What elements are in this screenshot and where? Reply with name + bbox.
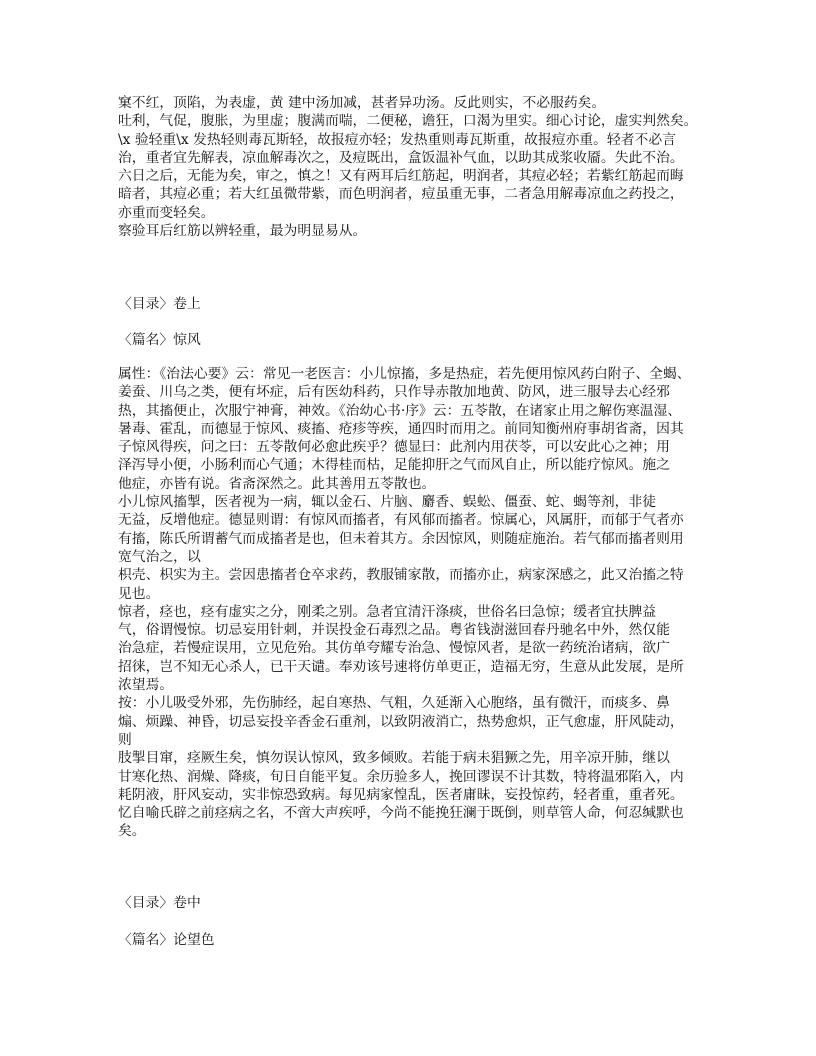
text-line: 气，俗谓慢惊。切忌妄用针刺，并误投金石毒烈之品。粤省钱澍滋回春丹驰名中外，然仅能 (118, 622, 670, 639)
text-line: 吐利，气促，腹胀，为里虚；腹满而喘，二便秘，谵狂，口渴为里实。细心讨论，虚实判然矣。 (118, 113, 698, 130)
text-line: 他症，亦皆有说。省斋深然之。此其善用五苓散也。 (118, 475, 436, 492)
text-line: 六日之后，无能为矣，审之，慎之！又有两耳后红筋起，明润者，其痘必轻；若紫红筋起而晦 (118, 168, 684, 185)
text-line: 甘寒化热、润燥、降痰，旬日自能平复。余历验多人，挽回谬误不计其数，特将温邪陷入，内 (118, 768, 684, 785)
text-line: 窠不红，顶陷，为表虚，黄 建中汤加减，甚者异功汤。反此则实，不必服药矣。 (118, 95, 606, 111)
text-line: 小儿惊风搐掣，医者视为一病，辄以金石、片脑、麝香、蜈蚣、僵蚕、蛇、蝎等剂，非徒 (118, 494, 657, 511)
text-line: 耗阴液，肝风妄动，实非惊恐致病。每见病家惶乱，医者庸昧，妄投惊药，轻者重，重者死。 (118, 786, 684, 803)
text-line: 惊者，痉也，痉有虚实之分，刚柔之别。急者宜清汗涤痰，世俗名曰急惊；缓者宜扶脾益 (118, 603, 657, 620)
text-line: 忆自喻氏辟之前痉病之名，不啻大声疾呼，今尚不能挽狂澜于既倒，则草管人命，何忍缄默也 (118, 805, 684, 822)
text-line: 子惊风得疾，问之曰：五苓散何必愈此疾乎？德显曰：此剂内用茯苓，可以安此心之神；用 (118, 439, 670, 456)
text-line: 有搐，陈氏所谓蓄气而成搐者是也，但未着其方。余因惊风，则随症施治。若气郁而搐者则用 (118, 530, 684, 547)
text-line: 招徕，岂不知无心杀人，已干天谴。奉劝该号速将仿单更正，造福无穷，生意从此发展，是所 (118, 658, 684, 675)
text-line: 煽、烦躁、神昏，切忌妄投辛香金石重剂，以致阴液消亡，热势愈炽，正气愈虚，肝风陡动， (118, 713, 684, 730)
catalog-heading-volume-2: 〈目录〉卷中 (118, 895, 201, 911)
text-line: 热，其搐便止，次服宁神膏，神效。《治幼心书·序》云：五苓散，在诸家止用之解伤寒温湿、 (118, 402, 682, 419)
chapter-heading-observing-color: 〈篇名〉论望色 (118, 932, 215, 948)
text-line: 无益，反增他症。德显则谓：有惊风而搐者，有风郁而搐者。惊属心，风属肝，而郁于气者亦 (118, 512, 684, 529)
text-line: 则 (118, 731, 132, 748)
text-line: 察验耳后红筋以辨轻重，最为明显易从。 (118, 223, 367, 240)
text-line: 姜蚕、川乌之类，便有坏症，后有医幼科药，只作导赤散加地黄、防风，进三服导去心经邪 (118, 384, 670, 401)
text-line: 治，重者宜先解表，凉血解毒次之，及痘既出，盒饭温补气血，以助其成浆收靥。失此不治。 (118, 149, 684, 166)
catalog-heading-volume-1: 〈目录〉卷上 (118, 296, 201, 312)
text-line: 浓望焉。 (118, 677, 174, 694)
paragraph-block-convulsion (118, 365, 718, 841)
text-line: 肢掣目窜，痉厥生矣，慎勿误认惊风，致多倾败。若能于病未猖獗之先，用辛凉开肺，继以 (118, 750, 670, 767)
text-line: 按：小儿吸受外邪，先伤肺经，起自寒热、气粗，久延渐入心胞络，虽有微汗，而痰多、鼻 (118, 695, 670, 712)
text-line: 泽泻导小便，小肠利而心气通；木得桂而枯，足能抑肝之气而风自止，所以能疗惊风。施之 (118, 457, 670, 474)
text-line: 见也。 (118, 585, 160, 602)
text-line: 枳壳、枳实为主。尝因患搐者仓卒求药，教服铺家散，而搐亦止，病家深感之，此又治搐之特 (118, 567, 684, 584)
text-line: 属性：《治法心要》云：常见一老医言：小儿惊搐，多是热症，若先便用惊风药白附子、全蝎、 (118, 366, 691, 382)
text-line: \x 验轻重\x 发热轻则毒瓦斯轻，故报痘亦轻；发热重则毒瓦斯重，故报痘亦重。轻者不必言 (118, 131, 676, 148)
text-line: 亦重而变轻矣。 (118, 204, 215, 221)
text-line: 暑毒、霍乱，而德显于惊风、痰搐、疮疹等疾，通四时而用之。前同知衡州府事胡省斋，因其 (118, 420, 684, 437)
text-line: 治急症，若慢症误用，立见危殆。其仿单夸耀专治急、慢惊风者，是欲一药统治诸病，欲广 (118, 640, 670, 657)
text-line: 暗者，其痘必重；若大红虽微带紫，而色明润者，痘虽重无事，二者急用解毒凉血之药投之， (118, 186, 684, 203)
text-line: 宽气治之，以 (118, 548, 201, 565)
paragraph-block-smallpox (118, 94, 718, 240)
text-line: 矣。 (118, 823, 146, 840)
chapter-heading-convulsion: 〈篇名〉惊风 (118, 332, 201, 348)
